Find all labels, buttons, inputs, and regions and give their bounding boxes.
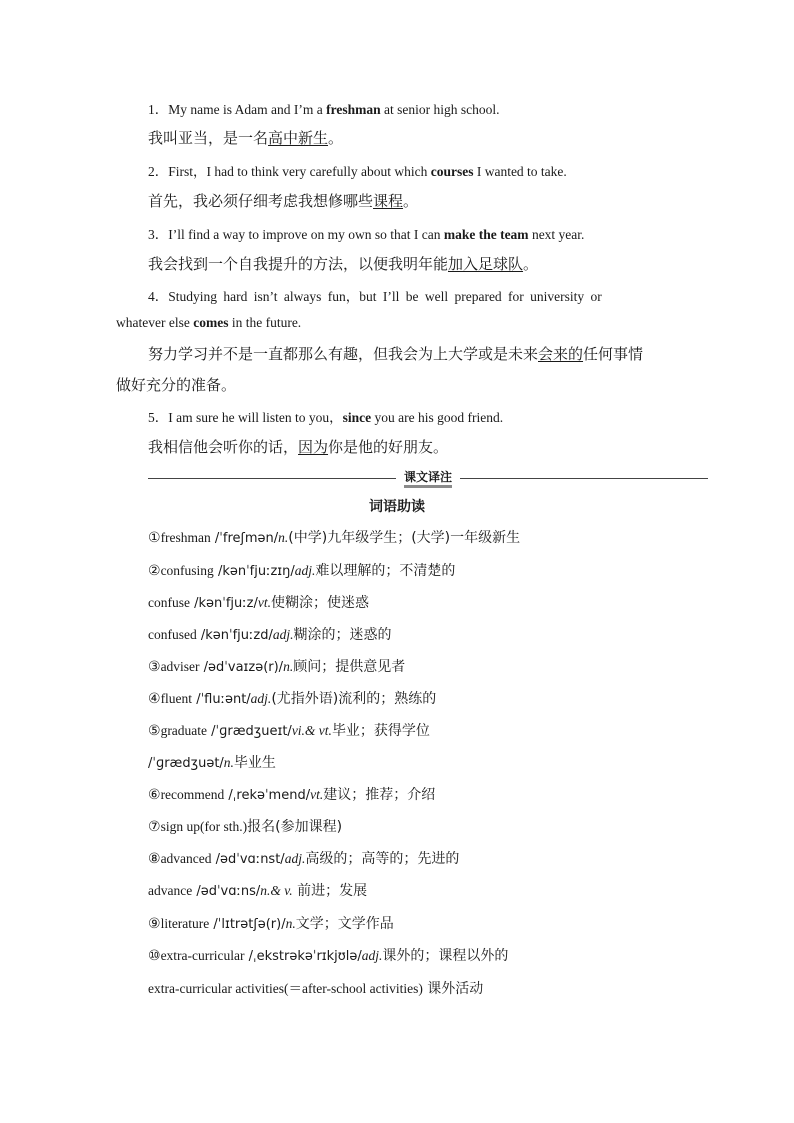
keyword-translation: 会来的 — [538, 345, 584, 363]
sentence-number: 2． — [148, 164, 169, 179]
vocab-word: graduate — [160, 723, 208, 738]
vocab-phonetic: /ˈfluːənt/ — [192, 692, 251, 707]
translation-text: 。 — [403, 192, 419, 210]
translation-text: 我会找到一个自我提升的方法，以便我明年能 — [148, 255, 449, 273]
vocab-item — [148, 688, 436, 708]
vocab-word: literature — [160, 916, 210, 931]
sentence-text: I am sure he will listen to you， — [168, 410, 343, 425]
vocab-meaning: (尤指外语)流利的；熟练的 — [271, 691, 437, 707]
sentence-4-en-cont — [116, 315, 301, 331]
sentence-text: in the future. — [228, 315, 302, 330]
keyword: freshman — [326, 102, 381, 117]
sentence-5-en — [148, 406, 503, 426]
vocab-item — [148, 592, 369, 612]
vocab-word: advanced — [160, 851, 212, 866]
vocab-phonetic: /kənˈfjuːzd/ — [196, 628, 273, 643]
vocab-item — [148, 784, 435, 804]
vocab-pos: n. — [223, 755, 234, 770]
sentence-4-zh — [148, 343, 643, 364]
sentence-3-zh — [148, 253, 538, 274]
vocab-pos: vi.& vt. — [291, 723, 332, 738]
keyword: courses — [430, 164, 474, 179]
translation-text: 我相信他会听你的话， — [148, 438, 299, 456]
translation-text: 。 — [328, 129, 344, 147]
vocab-item — [148, 656, 405, 676]
vocab-meaning: 前进；发展 — [292, 883, 368, 899]
vocab-pos: n. — [278, 530, 289, 545]
vocab-pos: n. — [285, 916, 296, 931]
vocab-pos: n. — [283, 659, 294, 674]
sentence-text: I wanted to take. — [473, 164, 567, 179]
translation-text: 任何事情 — [583, 345, 644, 363]
sentence-3-en — [148, 223, 584, 243]
vocab-pos: adj. — [272, 627, 294, 642]
vocab-pos: n.& v. — [260, 883, 293, 898]
vocab-meaning: 毕业生 — [233, 755, 276, 771]
vocab-item — [148, 752, 276, 772]
vocab-word: sign up(for sth.) — [160, 819, 248, 834]
vocab-meaning: 毕业；获得学位 — [331, 723, 430, 739]
item-marker: ④ — [148, 691, 161, 707]
vocab-item — [148, 527, 520, 547]
sentence-5-zh — [148, 436, 448, 457]
vocab-phonetic: /ˌekstrəkəˈrɪkjʊlə/ — [244, 949, 362, 964]
vocab-item — [148, 560, 455, 580]
vocab-item — [148, 816, 342, 836]
vocab-word: advance — [148, 883, 193, 898]
vocab-pos: adj. — [361, 948, 383, 963]
vocab-title: 词语助读 — [369, 499, 425, 515]
sentence-number: 4． — [148, 289, 169, 304]
keyword-translation: 高中新生 — [268, 129, 329, 147]
vocab-meaning: (中学)九年级学生；(大学)一年级新生 — [288, 530, 521, 546]
item-marker: ① — [148, 530, 161, 546]
keyword: comes — [193, 315, 229, 330]
vocab-phonetic: /ˈɡrædʒueɪt/ — [207, 724, 292, 739]
vocab-word: freshman — [160, 530, 211, 545]
vocab-phonetic: /ədˈvɑːns/ — [192, 884, 261, 899]
sentence-1-zh — [148, 127, 343, 148]
vocab-pos: adj. — [250, 691, 272, 706]
sentence-number: 5． — [148, 410, 169, 425]
sentence-number: 1． — [148, 102, 169, 117]
vocab-word: confusing — [160, 563, 214, 578]
item-marker: ③ — [148, 659, 161, 675]
vocab-item — [148, 977, 483, 998]
vocab-word: extra-curricular — [160, 948, 245, 963]
section-label — [396, 467, 460, 487]
item-marker: ⑧ — [148, 851, 161, 867]
vocab-meaning: 课外活动 — [422, 981, 484, 997]
vocab-meaning: 高级的；高等的；先进的 — [305, 851, 460, 867]
keyword-translation: 课程 — [373, 192, 404, 210]
sentence-2-zh — [148, 190, 418, 211]
keyword: make the team — [443, 227, 529, 242]
keyword: since — [342, 410, 372, 425]
translation-text: 。 — [523, 255, 539, 273]
translation-text: 做好充分的准备。 — [116, 376, 237, 394]
item-marker: ⑩ — [148, 948, 161, 964]
vocab-phonetic: /ədˈvaɪzə(r)/ — [199, 660, 284, 675]
vocab-phonetic: /kənˈfjuːzɪŋ/ — [213, 564, 295, 579]
translation-text: 我叫亚当，是一名 — [148, 129, 269, 147]
sentence-text: I’ll find a way to improve on my own so that I can — [168, 227, 444, 242]
sentence-text: you are his good friend. — [371, 410, 504, 425]
translation-text: 努力学习并不是一直都那么有趣，但我会为上大学或是未来 — [148, 345, 539, 363]
item-marker: ⑨ — [148, 916, 161, 932]
section-label-text: 课文译注 — [404, 470, 452, 488]
sentence-text: Studying hard isn’t always fun，but I’ll be well prepared for university or — [168, 289, 602, 304]
item-marker: ② — [148, 563, 161, 579]
vocab-meaning: 难以理解的；不清楚的 — [315, 563, 456, 579]
vocab-meaning: 报名(参加课程) — [247, 819, 343, 835]
vocab-phonetic: /ˈfreʃmən/ — [210, 531, 279, 546]
vocab-phonetic: /kənˈfjuːz/ — [189, 596, 258, 611]
vocab-pos: vt. — [257, 595, 271, 610]
vocab-meaning: 建议；推荐；介绍 — [323, 787, 436, 803]
sentence-4-en — [148, 285, 678, 305]
vocab-word: extra-curricular activities(＝after-school activities) — [148, 981, 423, 996]
vocab-item — [148, 913, 394, 933]
sentence-text: at senior high school. — [380, 102, 500, 117]
sentence-4-zh-cont — [116, 374, 236, 395]
vocab-word: confused — [148, 627, 197, 642]
vocab-word: adviser — [160, 659, 200, 674]
vocab-pos: adj. — [294, 563, 316, 578]
vocab-phonetic: /ˌrekəˈmend/ — [224, 788, 311, 803]
sentence-text: First，I had to think very carefully about which — [168, 164, 431, 179]
translation-text: 首先，我必须仔细考虑我想修哪些 — [148, 192, 374, 210]
item-marker: ⑦ — [148, 819, 161, 835]
sentence-2-en — [148, 160, 567, 180]
vocab-meaning: 顾问；提供意见者 — [293, 659, 406, 675]
vocab-meaning: 糊涂的；迷惑的 — [293, 627, 392, 643]
translation-text: 你是他的好朋友。 — [328, 438, 449, 456]
sentence-number: 3． — [148, 227, 169, 242]
vocab-item — [148, 720, 430, 740]
vocab-phonetic: /ˈlɪtrətʃə(r)/ — [209, 917, 286, 932]
vocab-phonetic: /ˈɡrædʒuət/ — [148, 756, 224, 771]
vocab-item — [148, 945, 508, 965]
item-marker: ⑥ — [148, 787, 161, 803]
vocab-word: fluent — [160, 691, 193, 706]
vocab-word: recommend — [160, 787, 225, 802]
sentence-1-en — [148, 98, 499, 118]
vocab-pos: vt. — [310, 787, 324, 802]
vocab-item — [148, 880, 367, 900]
sentence-text: My name is Adam and I’m a — [168, 102, 327, 117]
item-marker: ⑤ — [148, 723, 161, 739]
vocab-word: confuse — [148, 595, 190, 610]
vocab-meaning: 使糊涂；使迷惑 — [270, 595, 369, 611]
keyword-translation: 因为 — [298, 438, 329, 456]
vocab-phonetic: /ədˈvɑːnst/ — [211, 852, 285, 867]
sentence-text: next year. — [528, 227, 585, 242]
vocab-item — [148, 848, 459, 868]
vocab-pos: adj. — [284, 851, 306, 866]
keyword-translation: 加入足球队 — [448, 255, 524, 273]
vocab-item — [148, 624, 392, 644]
sentence-text: whatever else — [116, 315, 194, 330]
vocab-meaning: 课外的；课程以外的 — [382, 948, 509, 964]
vocab-meaning: 文学；文学作品 — [295, 916, 394, 932]
